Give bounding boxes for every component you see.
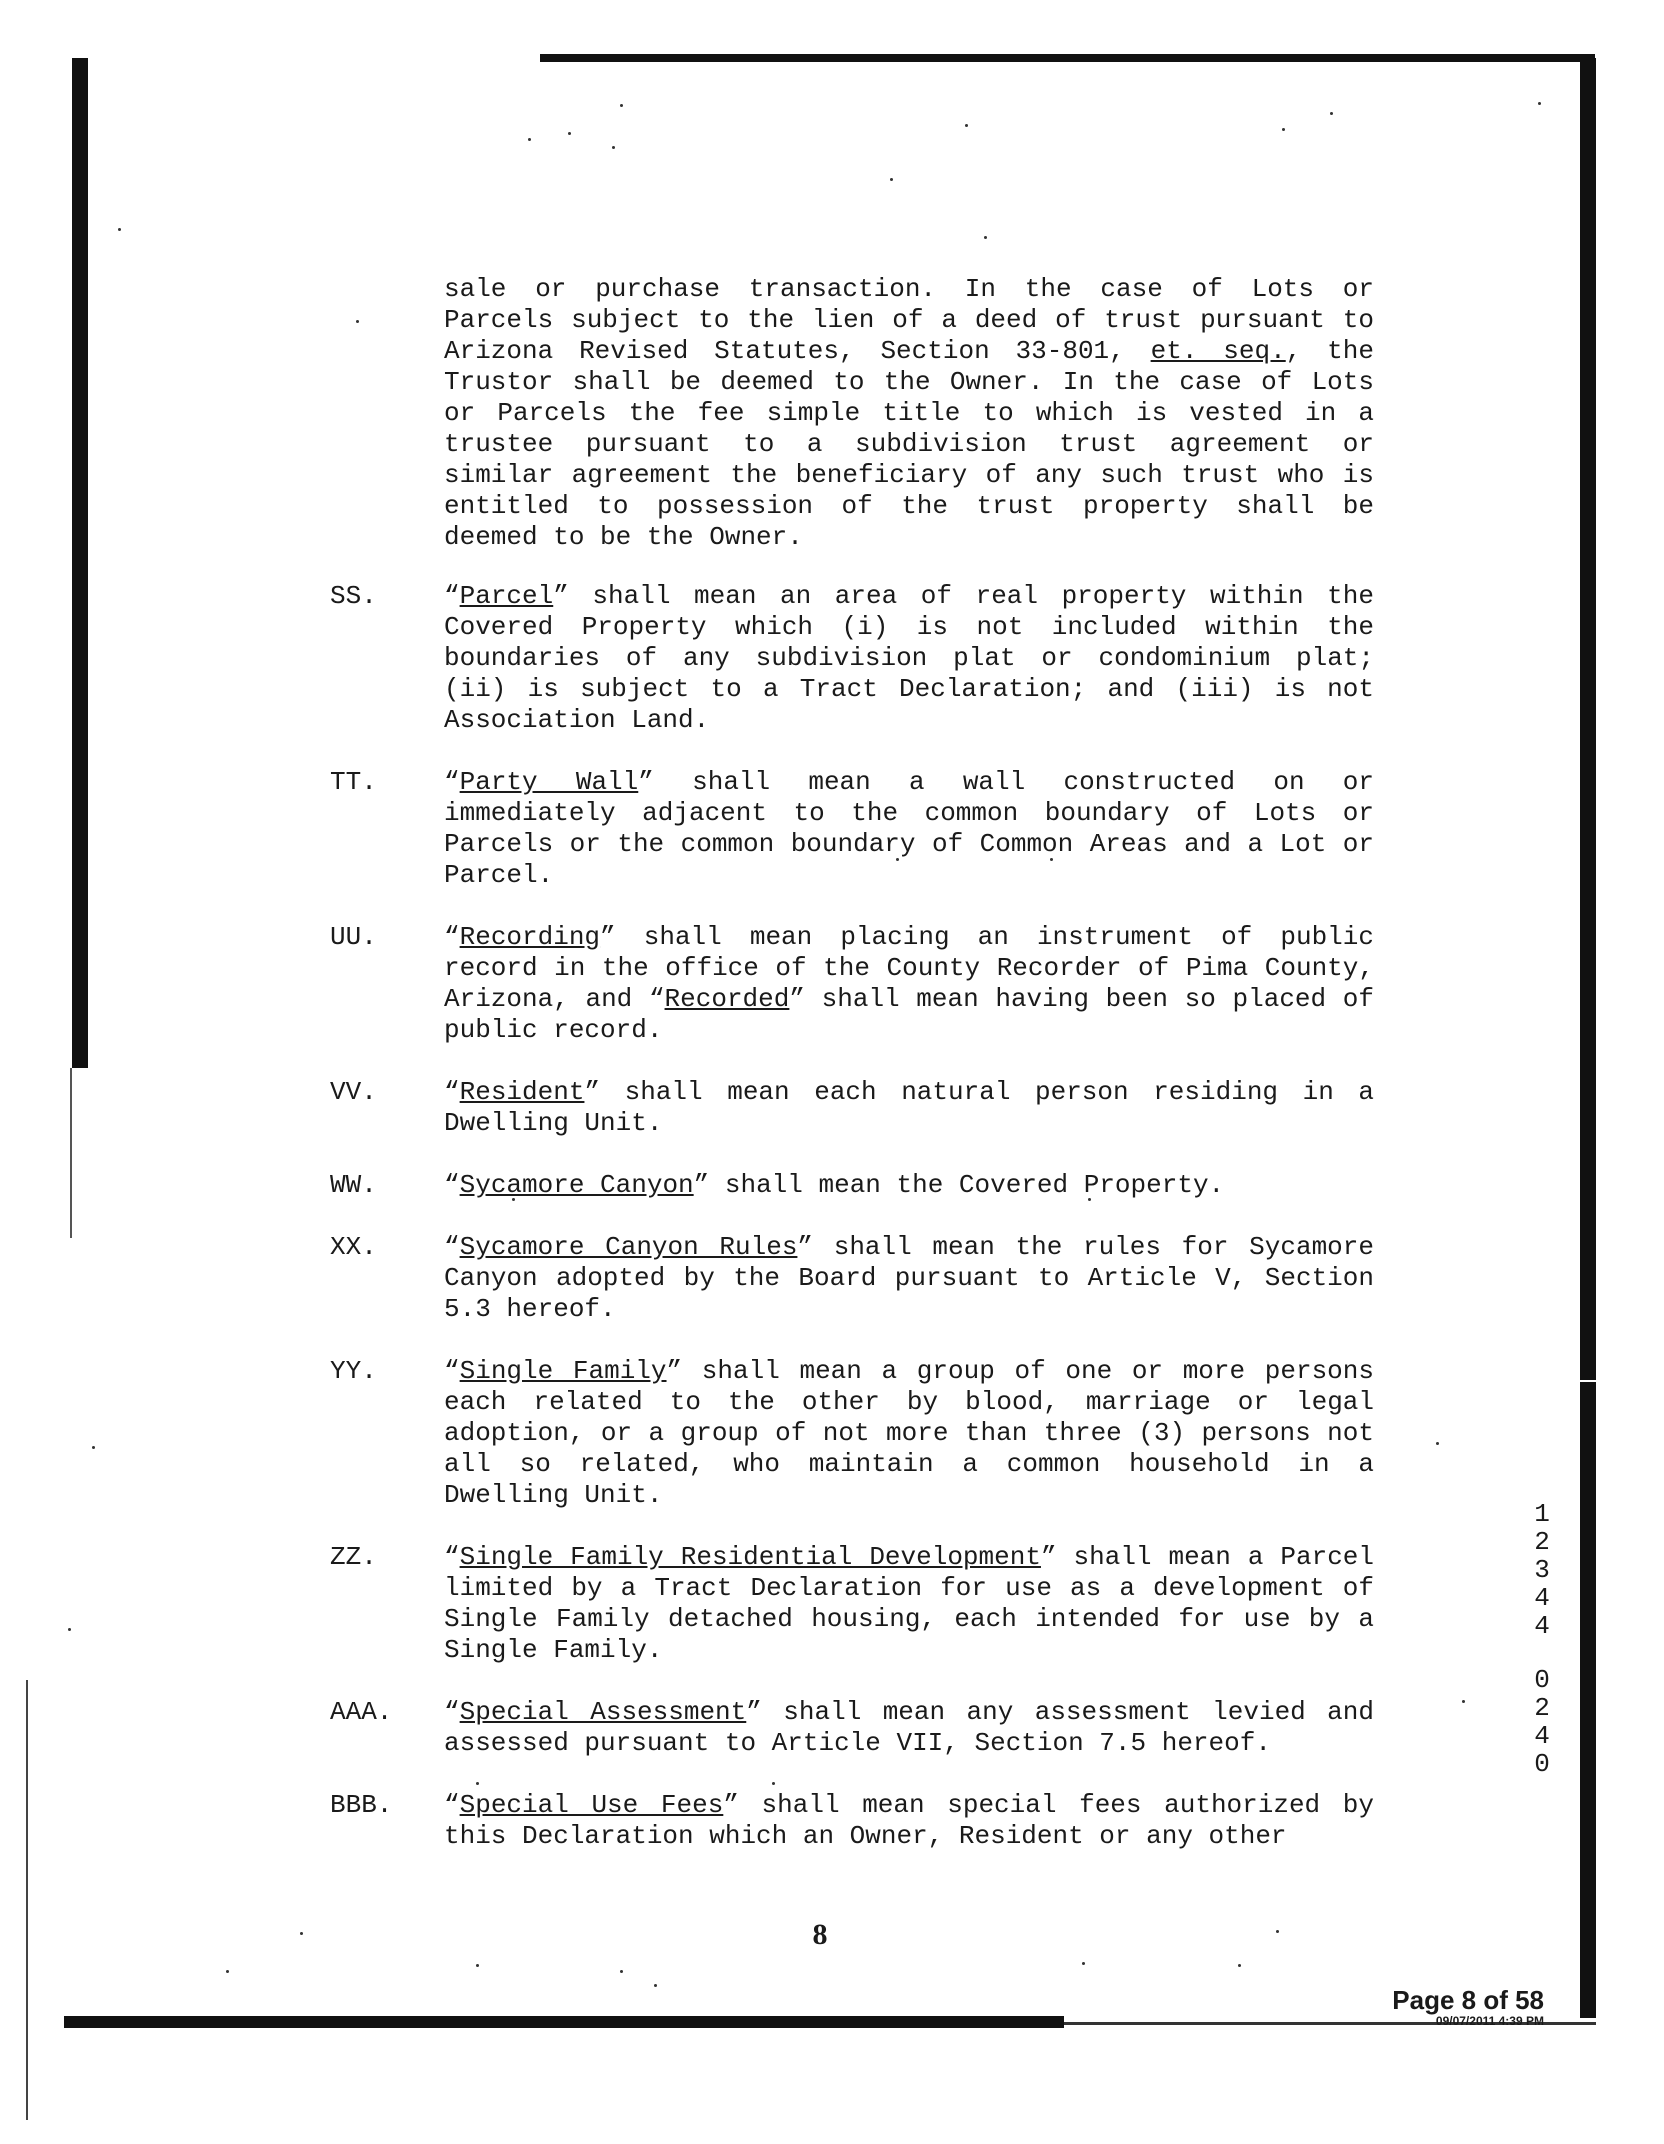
definition-body: shall mean any assessment levied and assessed pursuant to Article VII, Section 7.5 hereof.: [444, 1697, 1374, 1758]
item-label: AAA.: [330, 1697, 393, 1727]
definition-text: “Single Family” shall mean a group of one or more persons each related to the other by blood, marriage or legal adoption, or a group of not more than three (3) persons not all so related, who maintain a common household in a Dwelling Unit.: [444, 1356, 1374, 1510]
definition-body: shall mean placing an instrument of public record in the office of the County Recorder of Pima County, Arizona, and: [444, 922, 1374, 1014]
scan-speck: [1238, 1964, 1241, 1967]
definition-text: “Sycamore Canyon Rules” shall mean the rules for Sycamore Canyon adopted by the Board pursuant to Article V, Section 5.3 hereof.: [444, 1232, 1374, 1324]
scan-speck: [1330, 112, 1333, 115]
item-label: BBB.: [330, 1790, 393, 1820]
continuation-text: sale or purchase transaction. In the case of Lots or Parcels subject to the lien of a deed of trust pursuant to Arizona Revised Statutes, Section 33-801,: [444, 274, 1374, 366]
citation-et-seq: et. seq.: [1150, 336, 1286, 366]
definition-body: shall mean a wall constructed on or immediately adjacent to the common boundary of Lots or Parcels or the common boundary of Common Areas and a Lot or Parcel.: [444, 767, 1374, 890]
scan-line-left-bottom: [26, 1680, 28, 2120]
defined-term: Single Family: [459, 1356, 667, 1386]
item-label: XX.: [330, 1232, 377, 1262]
definition-body: shall mean a group of one or more persons each related to the other by blood, marriage or legal adoption, or a group of not more than three (3) persons not all so related, who maintain a common household in a Dwelling Unit.: [444, 1356, 1374, 1510]
scan-speck: [1436, 1442, 1439, 1445]
scan-border-bottom: [64, 2016, 1064, 2028]
item-label: UU.: [330, 922, 377, 952]
scan-speck: [1538, 102, 1541, 105]
defined-term: Single Family Residential Development: [459, 1542, 1041, 1572]
scan-speck: [68, 1628, 71, 1631]
definition-body: shall mean special fees authorized by this Declaration which an Owner, Resident or any other: [444, 1790, 1374, 1851]
defined-term: Sycamore Canyon: [459, 1170, 694, 1200]
definition-text: “Sycamore Canyon” shall mean the Covered Property.: [444, 1170, 1225, 1200]
definition-text: “Party Wall” shall mean a wall constructed on or immediately adjacent to the common boundary of Lots or Parcels or the common boundary of Common Areas and a Lot or Parcel.: [444, 767, 1374, 890]
scan-speck: [1282, 128, 1285, 131]
scan-speck: [92, 1446, 95, 1449]
definition-body: shall mean the Covered Property.: [709, 1170, 1225, 1200]
definition-text: “Parcel” shall mean an area of real property within the Covered Property which (i) is not included within the boundaries of any subdivision plat or condominium plat; (ii) is subject to a Tract Declaration; and (iii) is not Association Land.: [444, 581, 1374, 735]
recorder-stamp: [1392, 1986, 1544, 2028]
definition-body-continued: shall mean having been so placed of public record.: [444, 984, 1374, 1045]
scan-border-gap: [1576, 1380, 1596, 1382]
definition-body: shall mean an area of real property within the Covered Property which (i) is not included within the boundaries of any subdivision plat or condominium plat; (ii) is subject to a Tract Declaration; and (iii) is not Association Land.: [444, 581, 1374, 735]
defined-term: Resident: [459, 1077, 585, 1107]
scan-border-top: [540, 54, 1595, 62]
item-label: TT.: [330, 767, 377, 797]
defined-term-secondary: Recorded: [664, 984, 790, 1014]
definition-body: shall mean the rules for Sycamore Canyon adopted by the Board pursuant to Article V, Section 5.3 hereof.: [444, 1232, 1374, 1324]
definition-ww: [330, 1170, 1380, 1201]
stamp-page-count: Page 8 of 58: [1392, 1985, 1544, 2015]
definition-text: “Resident” shall mean each natural person residing in a Dwelling Unit.: [444, 1077, 1374, 1138]
definition-vv: [330, 1077, 1380, 1139]
scan-speck: [654, 1984, 657, 1987]
scan-border-left: [72, 58, 88, 1068]
scan-speck: [890, 178, 893, 181]
scan-speck: [528, 138, 531, 141]
definition-body: shall mean each natural person residing in a Dwelling Unit.: [444, 1077, 1374, 1138]
scan-line-left: [70, 1068, 72, 1238]
defined-term: Special Assessment: [459, 1697, 747, 1727]
scan-border-right: [1580, 58, 1596, 2018]
definition-tt: [330, 767, 1380, 891]
page-number: 8: [812, 1918, 828, 1951]
scan-speck: [620, 104, 623, 107]
scan-speck: [1082, 1962, 1085, 1965]
document-body: [330, 248, 1380, 1883]
definition-zz: [330, 1542, 1380, 1666]
definition-bbb: [330, 1790, 1380, 1852]
scan-speck: [476, 1964, 479, 1967]
definition-text: “Single Family Residential Development” shall mean a Parcel limited by a Tract Declaration for use as a development of Single Family detached housing, each intended for use by a Single Family.: [444, 1542, 1374, 1665]
definition-uu: [330, 922, 1380, 1046]
definition-ss: [330, 581, 1380, 736]
scan-speck: [118, 228, 121, 231]
scan-speck: [1462, 1700, 1465, 1703]
definition-xx: [330, 1232, 1380, 1325]
item-label: YY.: [330, 1356, 377, 1386]
continuation-text-rest: , the Trustor shall be deemed to the Owner. In the case of Lots or Parcels the fee simple title to which is vested in a trustee pursuant to a subdivision trust agreement or similar agreement the beneficiary of any such trust who is entitled to possession of the trust property shall be deemed to be the Owner.: [444, 336, 1374, 552]
defined-term: Special Use Fees: [459, 1790, 724, 1820]
scan-speck: [612, 146, 615, 149]
scan-speck: [568, 132, 571, 135]
margin-number-bottom: 0240: [1534, 1665, 1550, 1779]
definition-body: shall mean a Parcel limited by a Tract Declaration for use as a development of Single Family detached housing, each intended for use by a Single Family.: [444, 1542, 1374, 1665]
continuation-paragraph: [444, 274, 1374, 553]
margin-recording-number: [1530, 1500, 1554, 1778]
scan-speck: [984, 236, 987, 239]
definition-text: “Recording” shall mean placing an instrument of public record in the office of the County Recorder of Pima County, Arizona, and “Recorded” shall mean having been so placed of public record.: [444, 922, 1374, 1045]
defined-term: Parcel: [459, 581, 554, 611]
stamp-datetime: 09/07/2011 4:39 PM: [1435, 2014, 1544, 2028]
item-label: SS.: [330, 581, 377, 611]
definition-text: “Special Assessment” shall mean any assessment levied and assessed pursuant to Article VII, Section 7.5 hereof.: [444, 1697, 1374, 1758]
scan-speck: [620, 1970, 623, 1973]
scan-speck: [965, 124, 968, 127]
definition-aaa: [330, 1697, 1380, 1759]
definition-text: “Special Use Fees” shall mean special fees authorized by this Declaration which an Owner, Resident or any other: [444, 1790, 1374, 1851]
defined-term: Party Wall: [459, 767, 639, 797]
defined-term: Recording: [459, 922, 601, 952]
defined-term: Sycamore Canyon Rules: [459, 1232, 798, 1262]
definition-yy: [330, 1356, 1380, 1511]
item-label: ZZ.: [330, 1542, 377, 1572]
item-label: WW.: [330, 1170, 377, 1200]
item-label: VV.: [330, 1077, 377, 1107]
margin-number-top: 12344: [1534, 1499, 1550, 1641]
scan-speck: [226, 1970, 229, 1973]
